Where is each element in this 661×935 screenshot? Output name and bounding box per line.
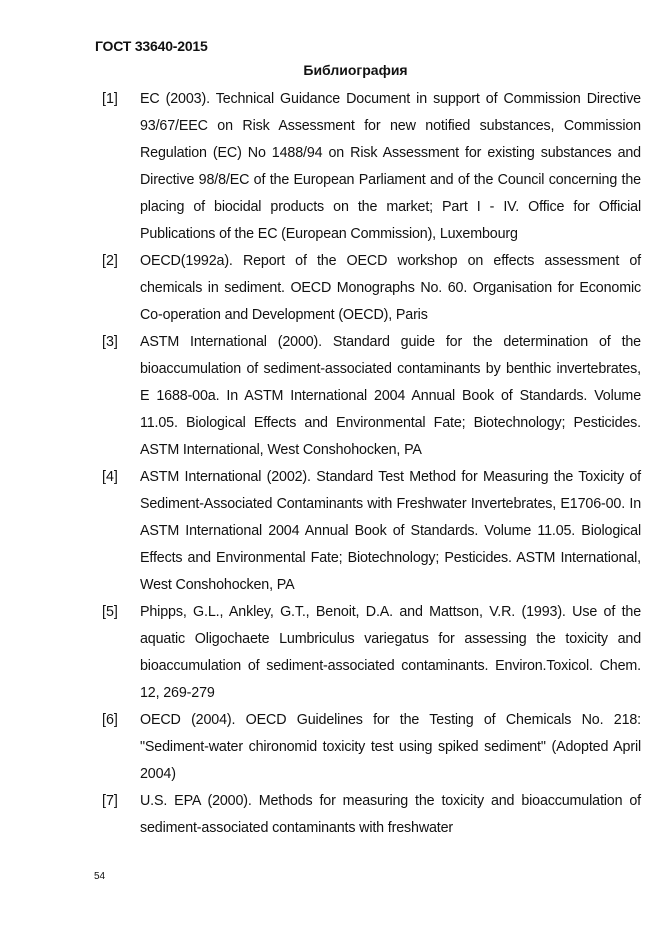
reference-number: [4] xyxy=(102,469,118,485)
reference-item-4 xyxy=(100,464,641,599)
reference-number: [5] xyxy=(102,604,118,620)
reference-text: EC (2003). Technical Guidance Document in support of Commission Directive 93/67/EEC on Risk Assessment for new notified substances, Commission Regulation (EC) No 1488/94 on Risk Assessment for existing substances and Directive 98/8/EC of the European Parliament and of the Council concerning the placing of biocidal products on the market; Part I - IV. Office for Official Publications of the EC (European Commission), Luxembourg xyxy=(140,91,641,242)
reference-text: U.S. EPA (2000). Methods for measuring the toxicity and bioaccumulation of sediment-associated contaminants with freshwater xyxy=(140,793,641,836)
page-number: 54 xyxy=(94,871,106,882)
reference-item-6 xyxy=(100,707,641,788)
reference-text: Phipps, G.L., Ankley, G.T., Benoit, D.A. and Mattson, V.R. (1993). Use of the aquatic Oligochaete Lumbriculus variegatus for assessing the toxicity and bioaccumulation of sediment-associated contaminants. Environ.Toxicol. Chem. 12, 269-279 xyxy=(140,604,641,701)
reference-number: [7] xyxy=(102,793,118,809)
reference-item-7 xyxy=(100,788,641,842)
reference-item-5 xyxy=(100,599,641,707)
bibliography-list xyxy=(100,86,641,842)
reference-text: ASTM International (2002). Standard Test Method for Measuring the Toxicity of Sediment-Associated Contaminants with Freshwater Invertebrates, E1706-00. In ASTM International 2004 Annual Book of Standards. Volume 11.05. Biological Effects and Environmental Fate; Biotechnology; Pesticides. ASTM International, West Conshohocken, PA xyxy=(140,469,641,593)
reference-number: [3] xyxy=(102,334,118,350)
bibliography-title: Библиография xyxy=(303,62,408,78)
reference-text: OECD (2004). OECD Guidelines for the Testing of Chemicals No. 218: "Sediment-water chironomid toxicity test using spiked sediment" (Adopted April 2004) xyxy=(140,712,641,782)
document-code: ГОСТ 33640-2015 xyxy=(95,38,208,54)
reference-number: [6] xyxy=(102,712,118,728)
reference-number: [1] xyxy=(102,91,118,107)
reference-item-1 xyxy=(100,86,641,248)
reference-text: ASTM International (2000). Standard guide for the determination of the bioaccumulation of sediment-associated contaminants by benthic invertebrates, E 1688-00a. In ASTM International 2004 Annual Book of Standards. Volume 11.05. Biological Effects and Environmental Fate; Biotechnology; Pesticides. ASTM International, West Conshohocken, PA xyxy=(140,334,641,458)
reference-item-3 xyxy=(100,329,641,464)
reference-item-2 xyxy=(100,248,641,329)
reference-number: [2] xyxy=(102,253,118,269)
reference-text: OECD(1992a). Report of the OECD workshop on effects assessment of chemicals in sediment. OECD Monographs No. 60. Organisation for Economic Co-operation and Development (OECD), Paris xyxy=(140,253,641,323)
